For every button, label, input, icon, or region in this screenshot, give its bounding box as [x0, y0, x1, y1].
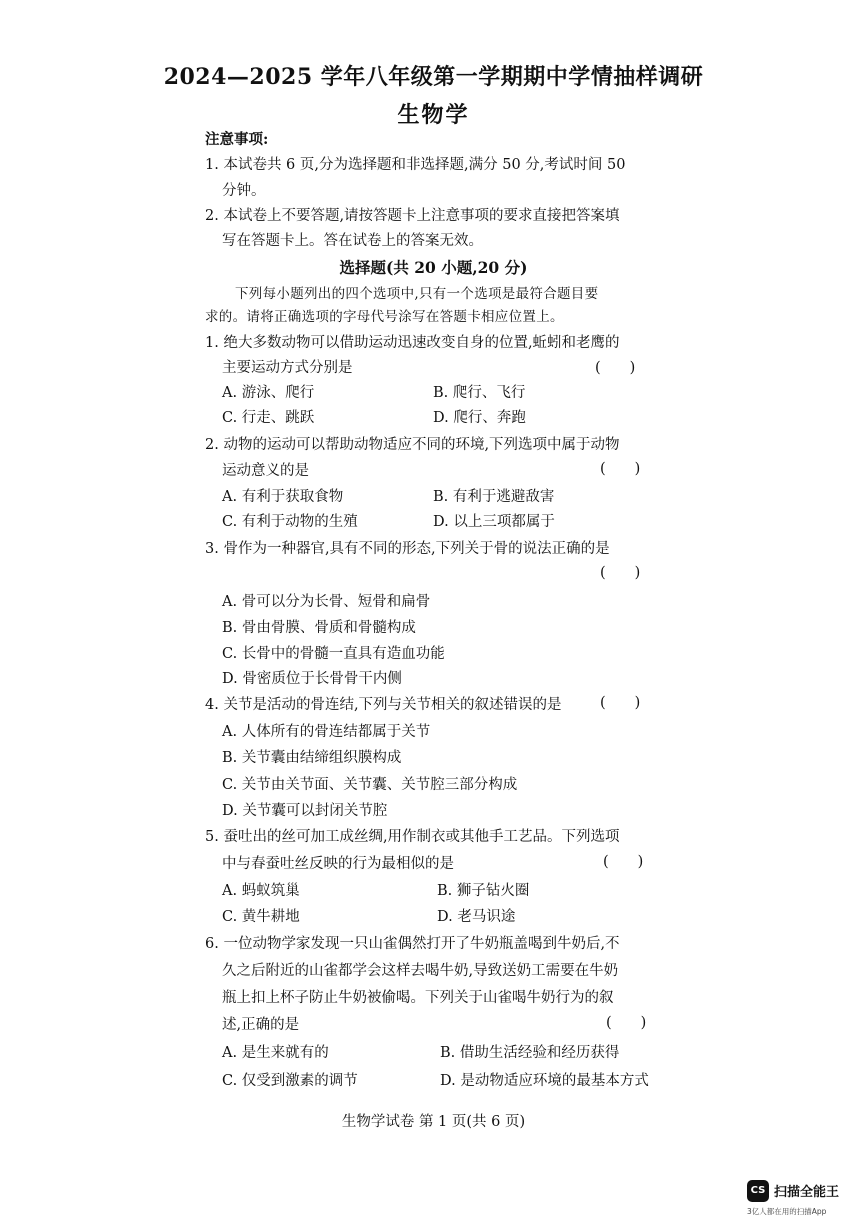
answer-blank: ( ) [600, 565, 641, 581]
question-6-option-d: D. 是动物适应环境的最基本方式 [440, 1073, 649, 1089]
question-2-stem: 2. 动物的运动可以帮助动物适应不同的环境,下列选项中属于动物 [205, 437, 620, 453]
question-5-option-a: A. 蚂蚁筑巢 [222, 883, 300, 899]
question-1-option-d: D. 爬行、奔跑 [433, 410, 526, 426]
question-6-option-a: A. 是生来就有的 [222, 1045, 329, 1061]
question-5-stem-cont: 中与春蚕吐丝反映的行为最相似的是 [222, 856, 454, 872]
question-2-stem-cont: 运动意义的是 [222, 463, 309, 479]
question-2-option-d: D. 以上三项都属于 [433, 514, 555, 530]
answer-blank: ( ) [600, 461, 641, 477]
question-6-stem-cont-2: 瓶上扣上杯子防止牛奶被偷喝。下列关于山雀喝牛奶行为的叙 [222, 990, 614, 1006]
question-3-stem: 3. 骨作为一种器官,具有不同的形态,下列关于骨的说法正确的是 [205, 541, 610, 557]
question-1-option-a: A. 游泳、爬行 [222, 385, 315, 401]
question-3-option-b: B. 骨由骨膜、骨质和骨髓构成 [222, 620, 416, 636]
question-4-option-b: B. 关节囊由结缔组织膜构成 [222, 750, 402, 766]
question-1-option-c: C. 行走、跳跃 [222, 410, 315, 426]
question-2-option-b: B. 有利于逃避敌害 [433, 489, 555, 505]
answer-blank: ( ) [595, 360, 636, 376]
question-1-option-b: B. 爬行、飞行 [433, 385, 526, 401]
section-instruction: 下列每小题列出的四个选项中,只有一个选项是最符合题目要 [235, 286, 599, 302]
question-4-option-d: D. 关节囊可以封闭关节腔 [222, 803, 388, 819]
question-5-stem: 5. 蚕吐出的丝可加工成丝绸,用作制衣或其他手工艺品。下列选项 [205, 829, 620, 845]
question-4-option-c: C. 关节由关节面、关节囊、关节腔三部分构成 [222, 777, 518, 793]
answer-blank: ( ) [606, 1015, 647, 1031]
notice-item-1-cont: 分钟。 [222, 183, 266, 199]
question-3-option-a: A. 骨可以分为长骨、短骨和扁骨 [222, 594, 431, 610]
exam-title: 2024—2025 学年八年级第一学期期中学情抽样调研 [163, 64, 704, 90]
answer-blank: ( ) [603, 854, 644, 870]
notice-item-2-cont: 写在答题卡上。答在试卷上的答案无效。 [222, 233, 483, 249]
question-5-option-b: B. 狮子钻火圈 [437, 883, 530, 899]
scanner-watermark [747, 1180, 857, 1220]
notice-heading: 注意事项: [205, 131, 269, 148]
question-6-stem: 6. 一位动物学家发现一只山雀偶然打开了牛奶瓶盖喝到牛奶后,不 [205, 936, 620, 952]
question-4-stem: 4. 关节是活动的骨连结,下列与关节相关的叙述错误的是 [205, 697, 562, 713]
scanner-logo-icon: CS [747, 1180, 769, 1202]
question-5-option-d: D. 老马识途 [437, 909, 516, 925]
question-1-stem: 1. 绝大多数动物可以借助运动迅速改变自身的位置,蚯蚓和老鹰的 [205, 335, 620, 351]
question-2-option-a: A. 有利于获取食物 [222, 489, 344, 505]
scanner-app-tagline: 3亿人都在用的扫描App [747, 1207, 827, 1216]
question-6-option-c: C. 仅受到激素的调节 [222, 1073, 358, 1089]
question-1-stem-cont: 主要运动方式分别是 [222, 360, 353, 376]
question-3-option-c: C. 长骨中的骨髓一直具有造血功能 [222, 646, 445, 662]
question-6-stem-cont-1: 久之后附近的山雀都学会这样去喝牛奶,导致送奶工需要在牛奶 [222, 963, 619, 979]
subject-title: 生物学 [397, 102, 470, 128]
question-6-option-b: B. 借助生活经验和经历获得 [440, 1045, 620, 1061]
notice-item-2: 2. 本试卷上不要答题,请按答题卡上注意事项的要求直接把答案填 [205, 208, 620, 224]
question-3-option-d: D. 骨密质位于长骨骨干内侧 [222, 671, 402, 687]
section-heading: 选择题(共 20 小题,20 分) [339, 258, 528, 277]
question-6-stem-cont-3: 述,正确的是 [222, 1017, 300, 1033]
question-4-option-a: A. 人体所有的骨连结都属于关节 [222, 724, 431, 740]
question-2-option-c: C. 有利于动物的生殖 [222, 514, 358, 530]
notice-item-1: 1. 本试卷共 6 页,分为选择题和非选择题,满分 50 分,考试时间 50 [205, 157, 626, 173]
section-instruction-cont: 求的。请将正确选项的字母代号涂写在答题卡相应位置上。 [205, 309, 564, 325]
page-footer: 生物学试卷 第 1 页(共 6 页) [341, 1114, 526, 1130]
scanner-app-name: 扫描全能王 [774, 1185, 840, 1200]
question-5-option-c: C. 黄牛耕地 [222, 909, 300, 925]
answer-blank: ( ) [600, 695, 641, 711]
